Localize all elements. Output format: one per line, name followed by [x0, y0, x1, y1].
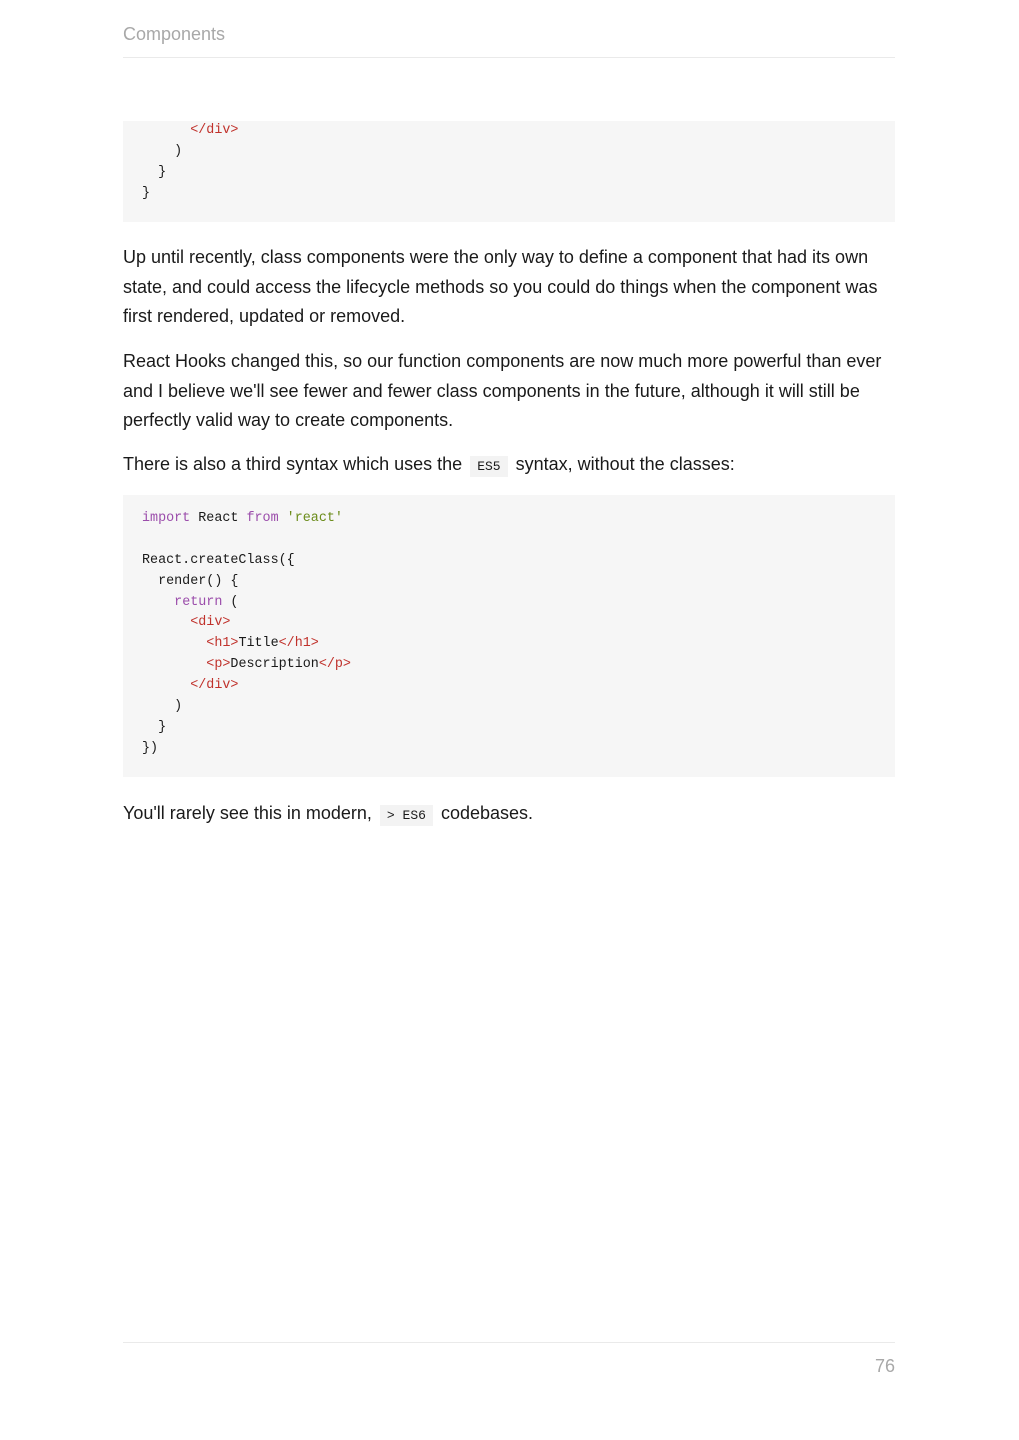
code-token: <p>: [206, 657, 231, 673]
code-line: [142, 184, 895, 205]
code-token: </p>: [318, 657, 351, 673]
code-token: return: [174, 594, 223, 610]
code-token: from: [246, 511, 279, 526]
code-token: [142, 657, 206, 672]
code-line: [142, 142, 895, 163]
code-line: [142, 163, 895, 184]
paragraph-third-syntax: [123, 450, 898, 482]
page-header: [123, 22, 895, 58]
code-token: [142, 615, 190, 630]
inline-code-es5: ES5: [470, 456, 507, 477]
code-token: [142, 678, 190, 693]
code-token: }: [142, 164, 167, 180]
paragraph-text: You'll rarely see this in modern,: [123, 803, 372, 823]
code-token: ): [142, 699, 183, 715]
code-line: [142, 739, 895, 760]
code-token: }: [142, 185, 151, 201]
code-token: [142, 636, 206, 651]
code-token: Description: [230, 657, 319, 673]
page-number: 76: [874, 1356, 895, 1376]
code-token: </div>: [190, 123, 239, 138]
code-token: 'react': [286, 511, 343, 526]
paragraph-class-components: Up until recently, class components were the only way to define a component that had its own state, and could access the lifecycle methods so you could do things when the component was first rendered, updated or removed.: [123, 247, 878, 326]
code-line: [142, 509, 895, 530]
code-line: [142, 676, 895, 697]
code-block-create-class: [123, 495, 895, 777]
paragraph-react-hooks: React Hooks changed this, so our function components are now much more powerful than ever and I believe we'll see fewer and fewer class components in the future, although it will still be perfectly valid way to create components.: [123, 351, 882, 430]
inline-code-es6: > ES6: [380, 805, 433, 826]
paragraph-text: syntax, without the classes:: [515, 454, 735, 474]
code-token: }): [142, 740, 159, 756]
code-line: [142, 697, 895, 718]
code-token: ): [142, 143, 183, 159]
code-token: Title: [238, 636, 279, 652]
code-token: </div>: [190, 678, 239, 694]
paragraph-text: There is also a third syntax which uses the: [123, 454, 463, 474]
code-token: [142, 123, 190, 138]
code-token: (: [222, 594, 239, 610]
code-token: React: [190, 511, 247, 526]
code-line: [142, 530, 895, 551]
paragraph-modern-codebases: [123, 799, 898, 831]
code-token: <h1>: [206, 636, 239, 652]
code-token: </h1>: [278, 636, 319, 652]
code-block-class-end: [123, 121, 895, 222]
code-line: [142, 551, 895, 572]
code-line: [142, 718, 895, 739]
code-line: [142, 655, 895, 676]
code-line: [142, 572, 895, 593]
code-token: [279, 511, 287, 526]
code-token: React.createClass({: [142, 552, 295, 568]
chapter-title: Components: [123, 24, 226, 44]
page-footer: [123, 1342, 895, 1376]
paragraph-text: codebases.: [440, 803, 534, 823]
code-line: [142, 634, 895, 655]
code-token: render() {: [142, 573, 239, 589]
code-token: }: [142, 719, 167, 735]
code-line: [142, 121, 895, 142]
code-token: <div>: [190, 615, 231, 631]
code-token: [142, 595, 174, 610]
code-token: import: [142, 511, 191, 526]
code-line: [142, 593, 895, 614]
code-line: [142, 613, 895, 634]
